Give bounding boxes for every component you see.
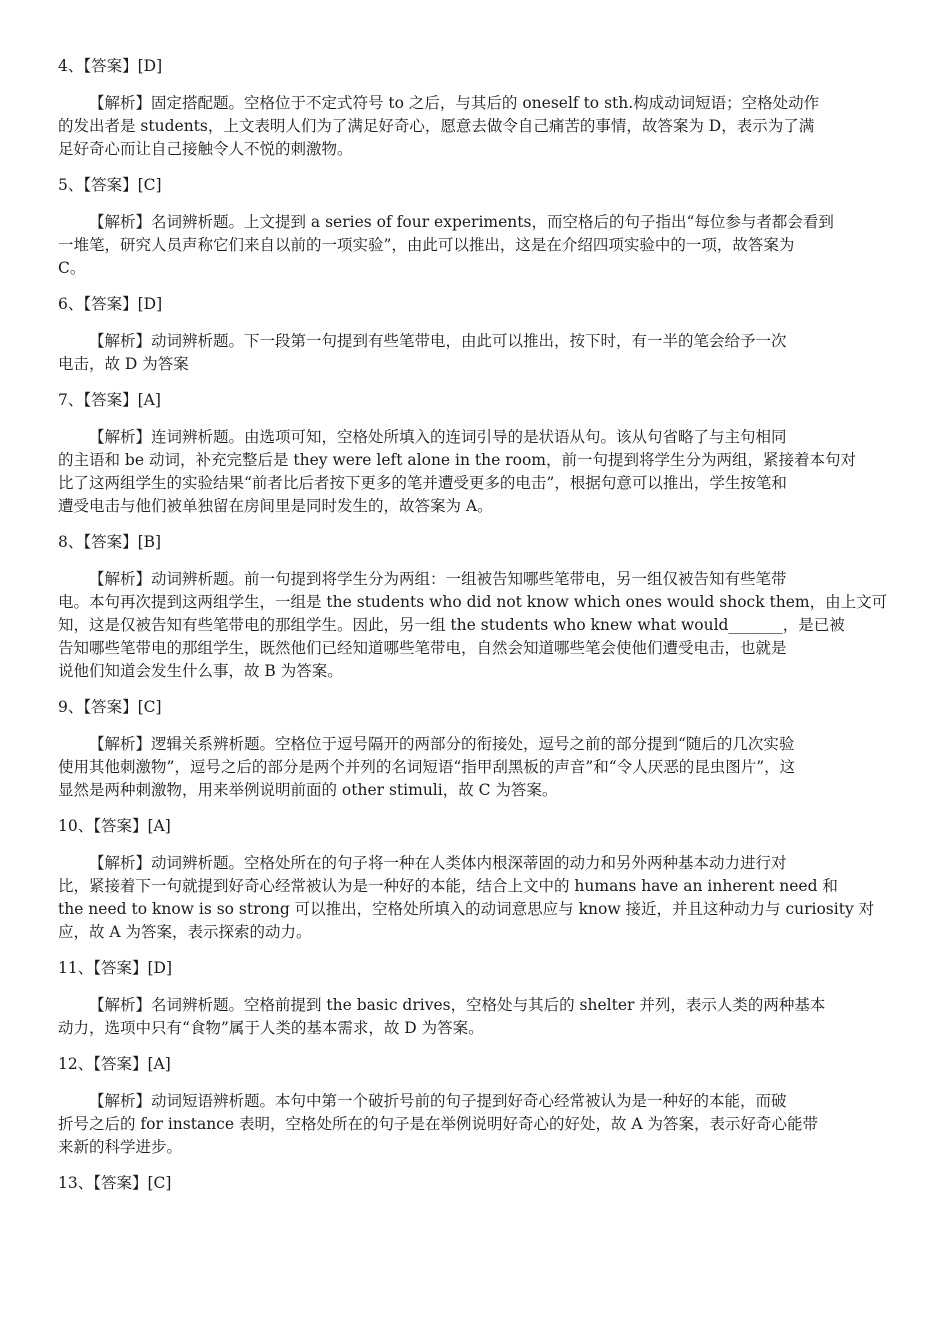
analysis-line: 折号之后的 for instance 表明，空格处所在的句子是在举例说明好奇心的好处，故 A 为答案，表示好奇心能带 bbox=[58, 1115, 819, 1133]
answer-label: 8、【答案】[B] bbox=[58, 533, 162, 551]
analysis-paragraph bbox=[58, 211, 892, 280]
analysis-paragraph bbox=[58, 733, 892, 802]
analysis-line: 告知哪些笔带电的那组学生，既然他们已经知道哪些笔带电，自然会知道哪些笔会使他们遭受电击，也就是 bbox=[58, 639, 787, 657]
analysis-line: 【解析】连词辨析题。由选项可知，空格处所填入的连词引导的是状语从句。该从句省略了与主句相同 bbox=[89, 428, 787, 446]
answer-item bbox=[58, 814, 892, 944]
analysis-paragraph bbox=[58, 426, 892, 518]
answer-item bbox=[58, 388, 892, 518]
analysis-line: 说他们知道会发生什么事，故 B 为答案。 bbox=[58, 662, 343, 680]
analysis-line: 【解析】名词辨析题。空格前提到 the basic drives，空格处与其后的 shelter 并列，表示人类的两种基本 bbox=[89, 996, 826, 1014]
analysis-line: 【解析】动词辨析题。前一句提到将学生分为两组：一组被告知哪些笔带电，另一组仅被告知有些笔带 bbox=[89, 570, 787, 588]
analysis-line: C。 bbox=[58, 259, 86, 277]
answer-label: 6、【答案】[D] bbox=[58, 295, 163, 313]
analysis-line: 比了这两组学生的实验结果“前者比后者按下更多的笔并遭受更多的电击”，根据句意可以推出，学生按笔和 bbox=[58, 474, 787, 492]
analysis-line: 比，紧接着下一句就提到好奇心经常被认为是一种好的本能，结合上文中的 humans have an inherent need 和 bbox=[58, 877, 838, 895]
analysis-line: 知，这是仅被告知有些笔带电的那组学生。因此，另一组 the students who knew what would_______，是已被 bbox=[58, 616, 845, 634]
analysis-paragraph bbox=[58, 994, 892, 1040]
analysis-line: 【解析】逻辑关系辨析题。空格位于逗号隔开的两部分的衔接处，逗号之前的部分提到“随后的几次实验 bbox=[89, 735, 795, 753]
answer-item bbox=[58, 956, 892, 1040]
analysis-line: 的发出者是 students，上文表明人们为了满足好奇心，愿意去做令自己痛苦的事情，故答案为 D，表示为了满 bbox=[58, 117, 815, 135]
analysis-line: the need to know is so strong 可以推出，空格处所填入的动词意思应与 know 接近，并且这种动力与 curiosity 对 bbox=[58, 900, 875, 918]
answer-item bbox=[58, 695, 892, 802]
analysis-line: 应，故 A 为答案，表示探索的动力。 bbox=[58, 923, 312, 941]
analysis-line: 使用其他刺激物”，逗号之后的部分是两个并列的名词短语“指甲刮黑板的声音”和“令人厌恶的昆虫图片”，这 bbox=[58, 758, 796, 776]
answer-label: 9、【答案】[C] bbox=[58, 698, 162, 716]
analysis-paragraph bbox=[58, 1090, 892, 1159]
analysis-line: 【解析】名词辨析题。上文提到 a series of four experiments，而空格后的句子指出“每位参与者都会看到 bbox=[89, 213, 834, 231]
analysis-paragraph bbox=[58, 568, 892, 683]
analysis-line: 显然是两种刺激物，用来举例说明前面的 other stimuli，故 C 为答案。 bbox=[58, 781, 558, 799]
analysis-line: 【解析】动词辨析题。下一段第一句提到有些笔带电，由此可以推出，按下时，有一半的笔会给予一次 bbox=[89, 332, 787, 350]
analysis-line: 电。本句再次提到这两组学生，一组是 the students who did not know which ones would shock them，由上文可 bbox=[58, 593, 888, 611]
answer-label: 12、【答案】[A] bbox=[58, 1055, 171, 1073]
answer-label: 5、【答案】[C] bbox=[58, 176, 162, 194]
answer-key bbox=[58, 54, 892, 1209]
answer-label: 4、【答案】[D] bbox=[58, 57, 163, 75]
answer-item bbox=[58, 292, 892, 376]
analysis-line: 【解析】固定搭配题。空格位于不定式符号 to 之后，与其后的 oneself to sth.构成动词短语；空格处动作 bbox=[89, 94, 820, 112]
answer-label: 7、【答案】[A] bbox=[58, 391, 161, 409]
analysis-paragraph bbox=[58, 330, 892, 376]
analysis-line: 一堆笔，研究人员声称它们来自以前的一项实验”，由此可以推出，这是在介绍四项实验中的一项，故答案为 bbox=[58, 236, 795, 254]
analysis-paragraph bbox=[58, 852, 892, 944]
analysis-line: 的主语和 be 动词，补充完整后是 they were left alone in the room，前一句提到将学生分为两组，紧接着本句对 bbox=[58, 451, 856, 469]
analysis-line: 电击，故 D 为答案 bbox=[58, 355, 189, 373]
analysis-line: 【解析】动词短语辨析题。本句中第一个破折号前的句子提到好奇心经常被认为是一种好的本能，而破 bbox=[89, 1092, 787, 1110]
analysis-line: 足好奇心而让自己接触令人不悦的刺激物。 bbox=[58, 140, 353, 158]
analysis-line: 【解析】动词辨析题。空格处所在的句子将一种在人类体内根深蒂固的动力和另外两种基本动力进行对 bbox=[89, 854, 787, 872]
answer-item bbox=[58, 530, 892, 683]
analysis-paragraph bbox=[58, 92, 892, 161]
answer-item bbox=[58, 54, 892, 161]
answer-item bbox=[58, 173, 892, 280]
analysis-line: 遭受电击与他们被单独留在房间里是同时发生的，故答案为 A。 bbox=[58, 497, 493, 515]
answer-item bbox=[58, 1052, 892, 1159]
answer-item bbox=[58, 1171, 892, 1195]
analysis-line: 动力，选项中只有“食物”属于人类的基本需求，故 D 为答案。 bbox=[58, 1019, 484, 1037]
analysis-line: 来新的科学进步。 bbox=[58, 1138, 183, 1156]
answer-label: 10、【答案】[A] bbox=[58, 817, 171, 835]
answer-label: 13、【答案】[C] bbox=[58, 1174, 172, 1192]
answer-label: 11、【答案】[D] bbox=[58, 959, 172, 977]
